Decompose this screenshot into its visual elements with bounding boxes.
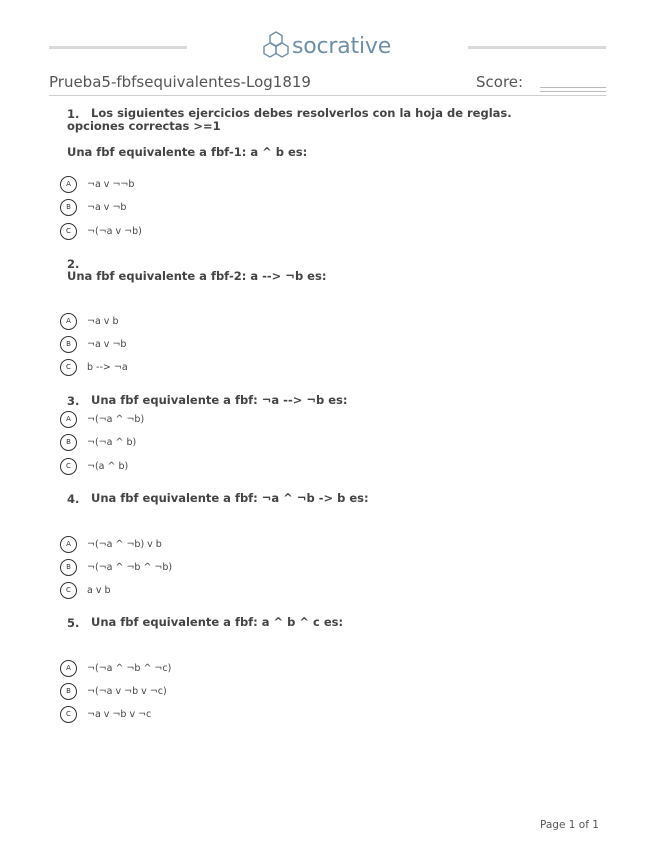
score-field-line-2	[540, 91, 606, 92]
question-prompt: Una fbf equivalente a fbf-1: a ^ b es:	[67, 145, 308, 159]
score-label: Score:	[476, 73, 524, 91]
choice-c-marker[interactable]: C	[60, 706, 77, 723]
choice-a-marker[interactable]: A	[60, 536, 77, 553]
question-number: 3.	[67, 394, 80, 408]
choice-a-marker[interactable]: A	[60, 176, 77, 193]
choice-b-marker[interactable]: B	[60, 434, 77, 451]
choice-b-text: ¬(¬a ^ b)	[87, 437, 137, 448]
choice-a-text: ¬(¬a ^ ¬b) v b	[87, 539, 162, 550]
choice-c-text: a v b	[87, 585, 111, 596]
question-prompt: Una fbf equivalente a fbf-2: a --> ¬b es:	[67, 269, 327, 283]
choice-a-marker[interactable]: A	[60, 313, 77, 330]
question-intro: Los siguientes ejercicios debes resolverlos con la hoja de reglas. opciones correctas >=1	[67, 106, 512, 133]
choice-b-text: ¬(¬a v ¬b v ¬c)	[87, 686, 167, 697]
choice-c-text: b --> ¬a	[87, 362, 128, 373]
question-prompt: Una fbf equivalente a fbf: ¬a ^ ¬b -> b es:	[91, 491, 369, 505]
choice-c-marker[interactable]: C	[60, 359, 77, 376]
header-right-rule	[468, 46, 606, 49]
question-number: 2.	[67, 257, 80, 271]
question-prompt: Una fbf equivalente a fbf: a ^ b ^ c es:	[91, 615, 344, 629]
choice-b-marker[interactable]: B	[60, 559, 77, 576]
choice-b-text: ¬a v ¬b	[87, 202, 127, 213]
header-divider	[49, 95, 606, 96]
choice-c-marker[interactable]: C	[60, 458, 77, 475]
choice-a-text: ¬a v ¬¬b	[87, 179, 135, 190]
choice-a-text: ¬(¬a ^ ¬b ^ ¬c)	[87, 663, 172, 674]
choice-a-marker[interactable]: A	[60, 411, 77, 428]
socrative-logo	[263, 31, 391, 61]
choice-b-marker[interactable]: B	[60, 336, 77, 353]
hexagon-logo-icon	[263, 31, 289, 61]
quiz-title: Prueba5-fbfsequivalentes-Log1819	[49, 73, 311, 91]
choice-c-text: ¬(a ^ b)	[87, 461, 129, 472]
choice-b-text: ¬(¬a ^ ¬b ^ ¬b)	[87, 562, 173, 573]
choice-c-marker[interactable]: C	[60, 582, 77, 599]
choice-b-marker[interactable]: B	[60, 683, 77, 700]
choice-b-marker[interactable]: B	[60, 199, 77, 216]
choice-a-marker[interactable]: A	[60, 660, 77, 677]
choice-c-text: ¬(¬a v ¬b)	[87, 226, 142, 237]
logo-wordmark: socrative	[292, 33, 392, 59]
question-number: 5.	[67, 616, 80, 630]
page-indicator: Page 1 of 1	[540, 819, 599, 831]
question-number: 1.	[67, 107, 80, 121]
choice-c-text: ¬a v ¬b v ¬c	[87, 709, 152, 720]
score-field-line	[540, 87, 606, 88]
question-prompt: Una fbf equivalente a fbf: ¬a --> ¬b es:	[91, 393, 348, 407]
choice-b-text: ¬a v ¬b	[87, 339, 127, 350]
header-left-rule	[49, 46, 187, 49]
choice-a-text: ¬a v b	[87, 316, 119, 327]
question-number: 4.	[67, 492, 80, 506]
choice-c-marker[interactable]: C	[60, 223, 77, 240]
choice-a-text: ¬(¬a ^ ¬b)	[87, 414, 145, 425]
